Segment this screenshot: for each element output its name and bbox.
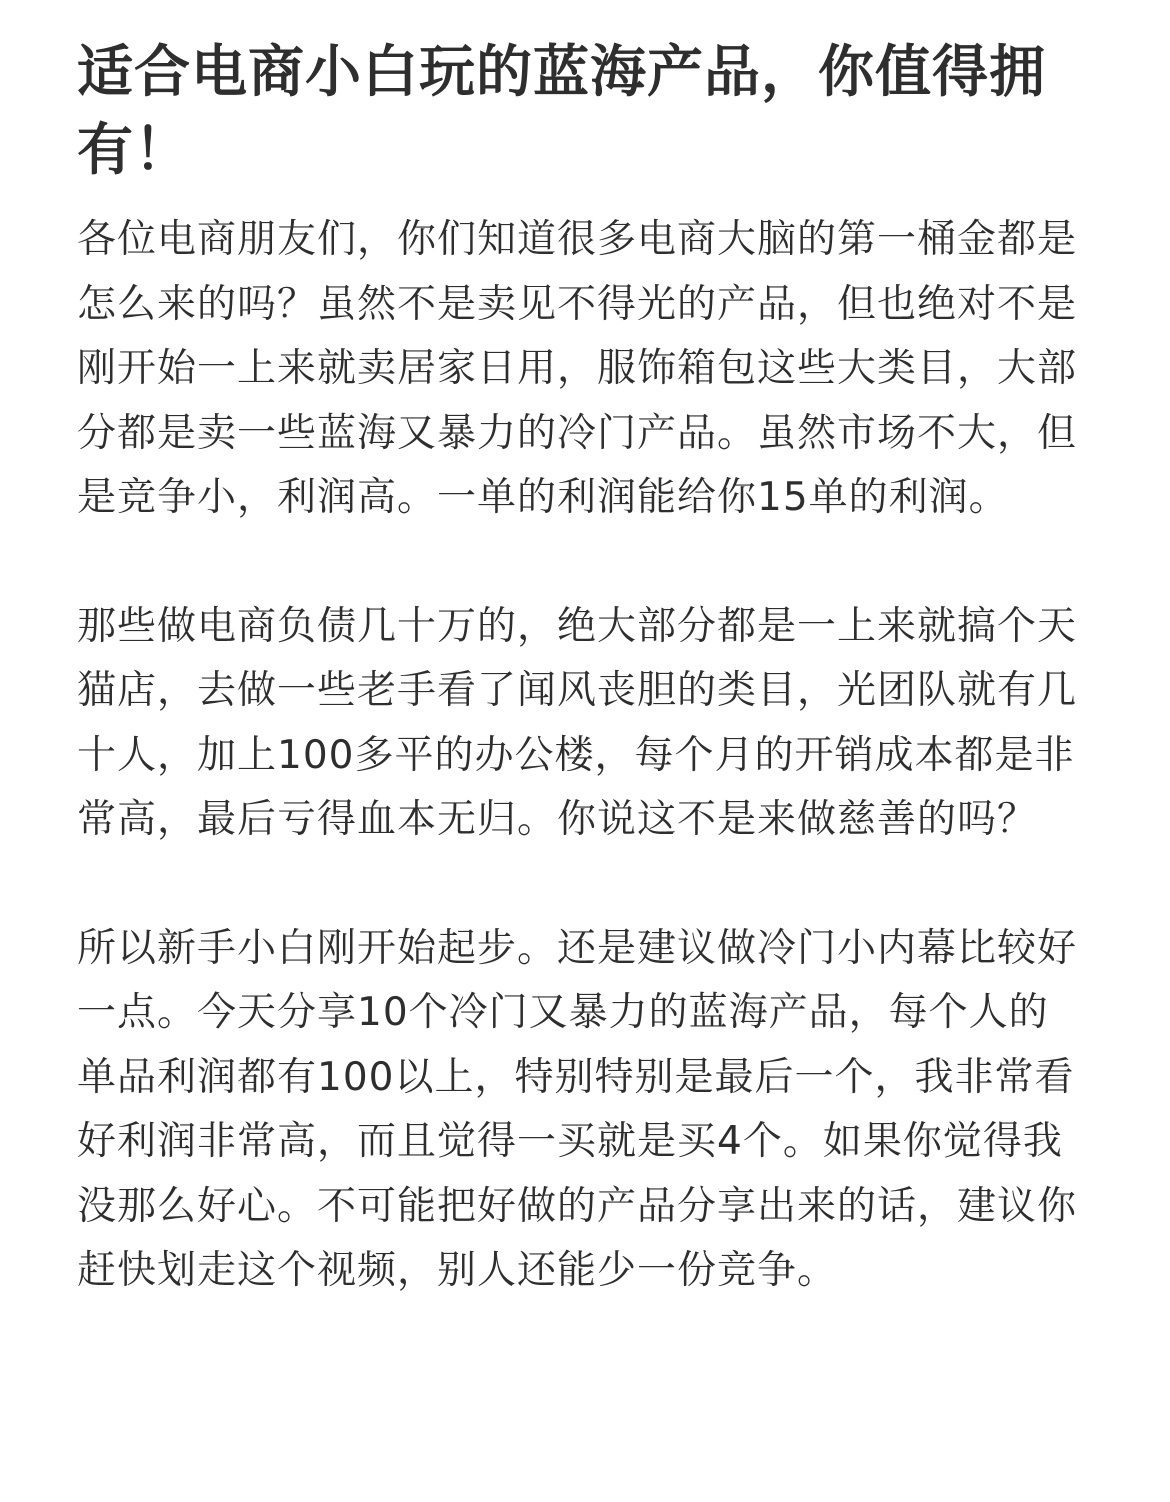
article — [77, 34, 1087, 1304]
article-title: 适合电商小白玩的蓝海产品，你值得拥有！ — [77, 40, 1046, 183]
article-paragraph: 各位电商朋友们，你们知道很多电商大脑的第一桶金都是怎么来的吗？虽然不是卖见不得光的产品，但也绝对不是刚开始一上来就卖居家日用，服饰箱包这些大类目，大部分都是卖一些蓝海又暴力的冷门产品。虽然市场不大，但是竞争小，利润高。一单的利润能给你15单的利润。 — [77, 217, 1078, 520]
article-paragraph: 那些做电商负债几十万的，绝大部分都是一上来就搞个天猫店，去做一些老手看了闻风丧胆的类目，光团队就有几十人，加上100多平的办公楼，每个月的开销成本都是非常高，最后亏得血本无归。你说这不是来做慈善的吗？ — [77, 603, 1078, 842]
article-paragraph: 所以新手小白刚开始起步。还是建议做冷门小内幕比较好一点。今天分享10个冷门又暴力的蓝海产品，每个人的单品利润都有100以上，特别特别是最后一个，我非常看好利润非常高，而且觉得一买就是买4个。如果你觉得我没那么好心。不可能把好做的产品分享出来的话，建议你赶快划走这个视频，别人还能少一份竞争。 — [77, 925, 1078, 1293]
